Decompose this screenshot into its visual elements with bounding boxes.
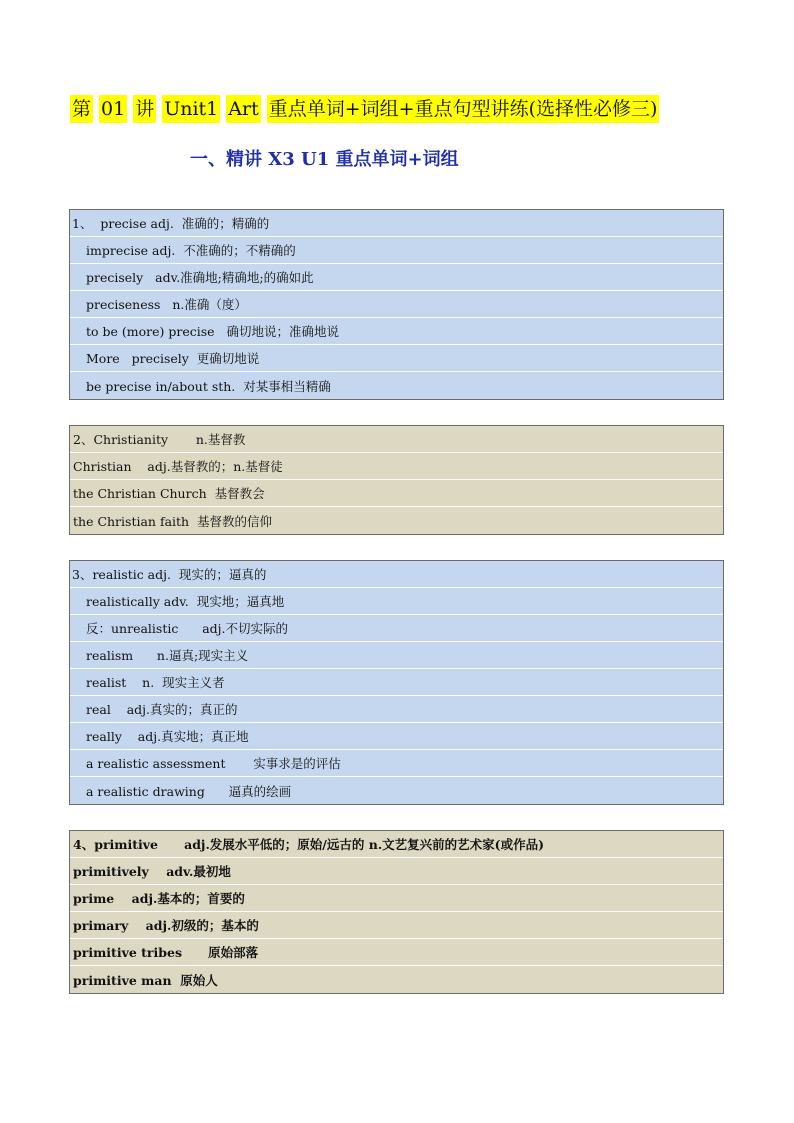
vocab-line: primitively adv.最初地: [70, 858, 723, 885]
vocab-line: realistically adv. 现实地；逼真地: [70, 588, 723, 615]
title-part: Art: [226, 95, 260, 123]
vocab-line: 反：unrealistic adj.不切实际的: [70, 615, 723, 642]
vocab-card-christianity: [69, 425, 724, 535]
vocab-card-primitive: [69, 830, 724, 994]
title-part: 01: [99, 95, 127, 123]
vocab-line: prime adj.基本的；首要的: [70, 885, 723, 912]
vocab-line: 2、Christianity n.基督教: [70, 426, 723, 453]
page-title: [70, 94, 659, 124]
vocab-line: primary adj.初级的；基本的: [70, 912, 723, 939]
vocab-line: really adj.真实地；真正地: [70, 723, 723, 750]
vocab-card-realistic: [69, 560, 724, 805]
vocab-line: the Christian Church 基督教会: [70, 480, 723, 507]
section-title: 一、精讲 X3 U1 重点单词+词组: [190, 149, 459, 170]
vocab-line: to be (more) precise 确切地说；准确地说: [70, 318, 723, 345]
vocab-line: primitive tribes 原始部落: [70, 939, 723, 966]
vocab-line: real adj.真实的；真正的: [70, 696, 723, 723]
vocab-line: primitive man 原始人: [73, 972, 218, 988]
vocab-line: the Christian faith 基督教的信仰: [73, 513, 273, 529]
title-part: 讲: [133, 95, 156, 123]
vocab-card-precise: [69, 209, 724, 400]
title-part: 第: [70, 95, 93, 123]
vocab-line: precisely adv.准确地;精确地;的确如此: [70, 264, 723, 291]
vocab-line: realism n.逼真;现实主义: [70, 642, 723, 669]
vocab-line: be precise in/about sth. 对某事相当精确: [86, 378, 331, 394]
vocab-line: realist n. 现实主义者: [70, 669, 723, 696]
vocab-line: a realistic assessment 实事求是的评估: [70, 750, 723, 777]
vocab-line: preciseness n.准确（度）: [70, 291, 723, 318]
vocab-line: More precisely 更确切地说: [70, 345, 723, 372]
title-part: 重点单词+词组+重点句型讲练(选择性必修三): [267, 95, 660, 123]
vocab-line: imprecise adj. 不准确的；不精确的: [70, 237, 723, 264]
vocab-line: Christian adj.基督教的；n.基督徒: [70, 453, 723, 480]
vocab-line: 3、realistic adj. 现实的；逼真的: [70, 561, 723, 588]
vocab-line: a realistic drawing 逼真的绘画: [86, 783, 292, 799]
title-part: Unit1: [162, 95, 220, 123]
vocab-line: 4、primitive adj.发展水平低的；原始/远古的 n.文艺复兴前的艺术家(或作品): [70, 831, 723, 858]
vocab-line: 1、 precise adj. 准确的；精确的: [70, 210, 723, 237]
